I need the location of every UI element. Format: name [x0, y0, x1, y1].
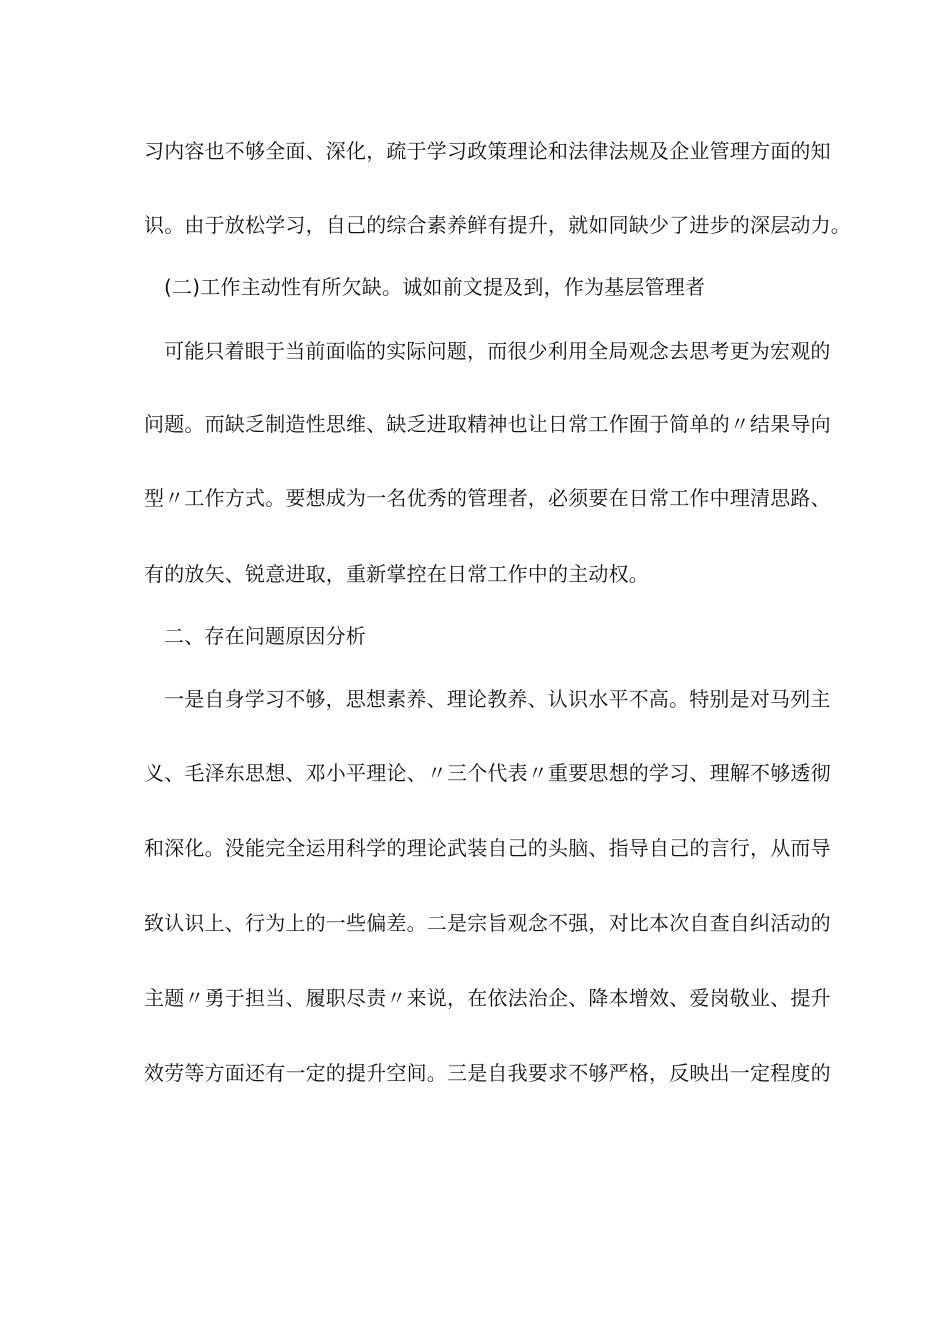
paragraph-line: 主题〃勇于担当、履职尽责〃来说，在依法治企、降本增效、爱岗敬业、提升 [144, 986, 831, 1010]
paragraph-line: 问题。而缺乏制造性思维、缺乏进取精神也让日常工作囿于简单的〃结果导向 [144, 412, 831, 436]
paragraph-line: 一是自身学习不够，思想素养、理论教养、认识水平不高。特别是对马列主 [164, 687, 831, 711]
section-heading-line: (二)工作主动性有所欠缺。诚如前文提及到，作为基层管理者 [164, 275, 706, 299]
paragraph-line: 有的放矢、锐意进取，重新掌控在日常工作中的主动权。 [144, 562, 649, 586]
paragraph-line: 效劳等方面还有一定的提升空间。三是自我要求不够严格，反映出一定程度的 [144, 1061, 831, 1085]
paragraph-line: 可能只着眼于当前面临的实际问题，而很少利用全局观念去思考更为宏观的 [164, 339, 831, 363]
paragraph-line: 致认识上、行为上的一些偏差。二是宗旨观念不强，对比本次自查自纠活动的 [144, 911, 831, 935]
paragraph-line: 习内容也不够全面、深化，疏于学习政策理论和法律法规及企业管理方面的知 [144, 139, 831, 163]
paragraph-line: 义、毛泽东思想、邓小平理论、〃三个代表〃重要思想的学习、理解不够透彻 [144, 761, 831, 785]
paragraph-line: 识。由于放松学习，自己的综合素养鲜有提升，就如同缺少了进步的深层动力。 [144, 213, 851, 237]
section-heading: 二、存在问题原因分析 [164, 624, 366, 648]
paragraph-line: 和深化。没能完全运用科学的理论武装自己的头脑、指导自己的言行，从而导 [144, 836, 831, 860]
paragraph-line: 型〃工作方式。要想成为一名优秀的管理者，必须要在日常工作中理清思路、 [144, 486, 831, 510]
